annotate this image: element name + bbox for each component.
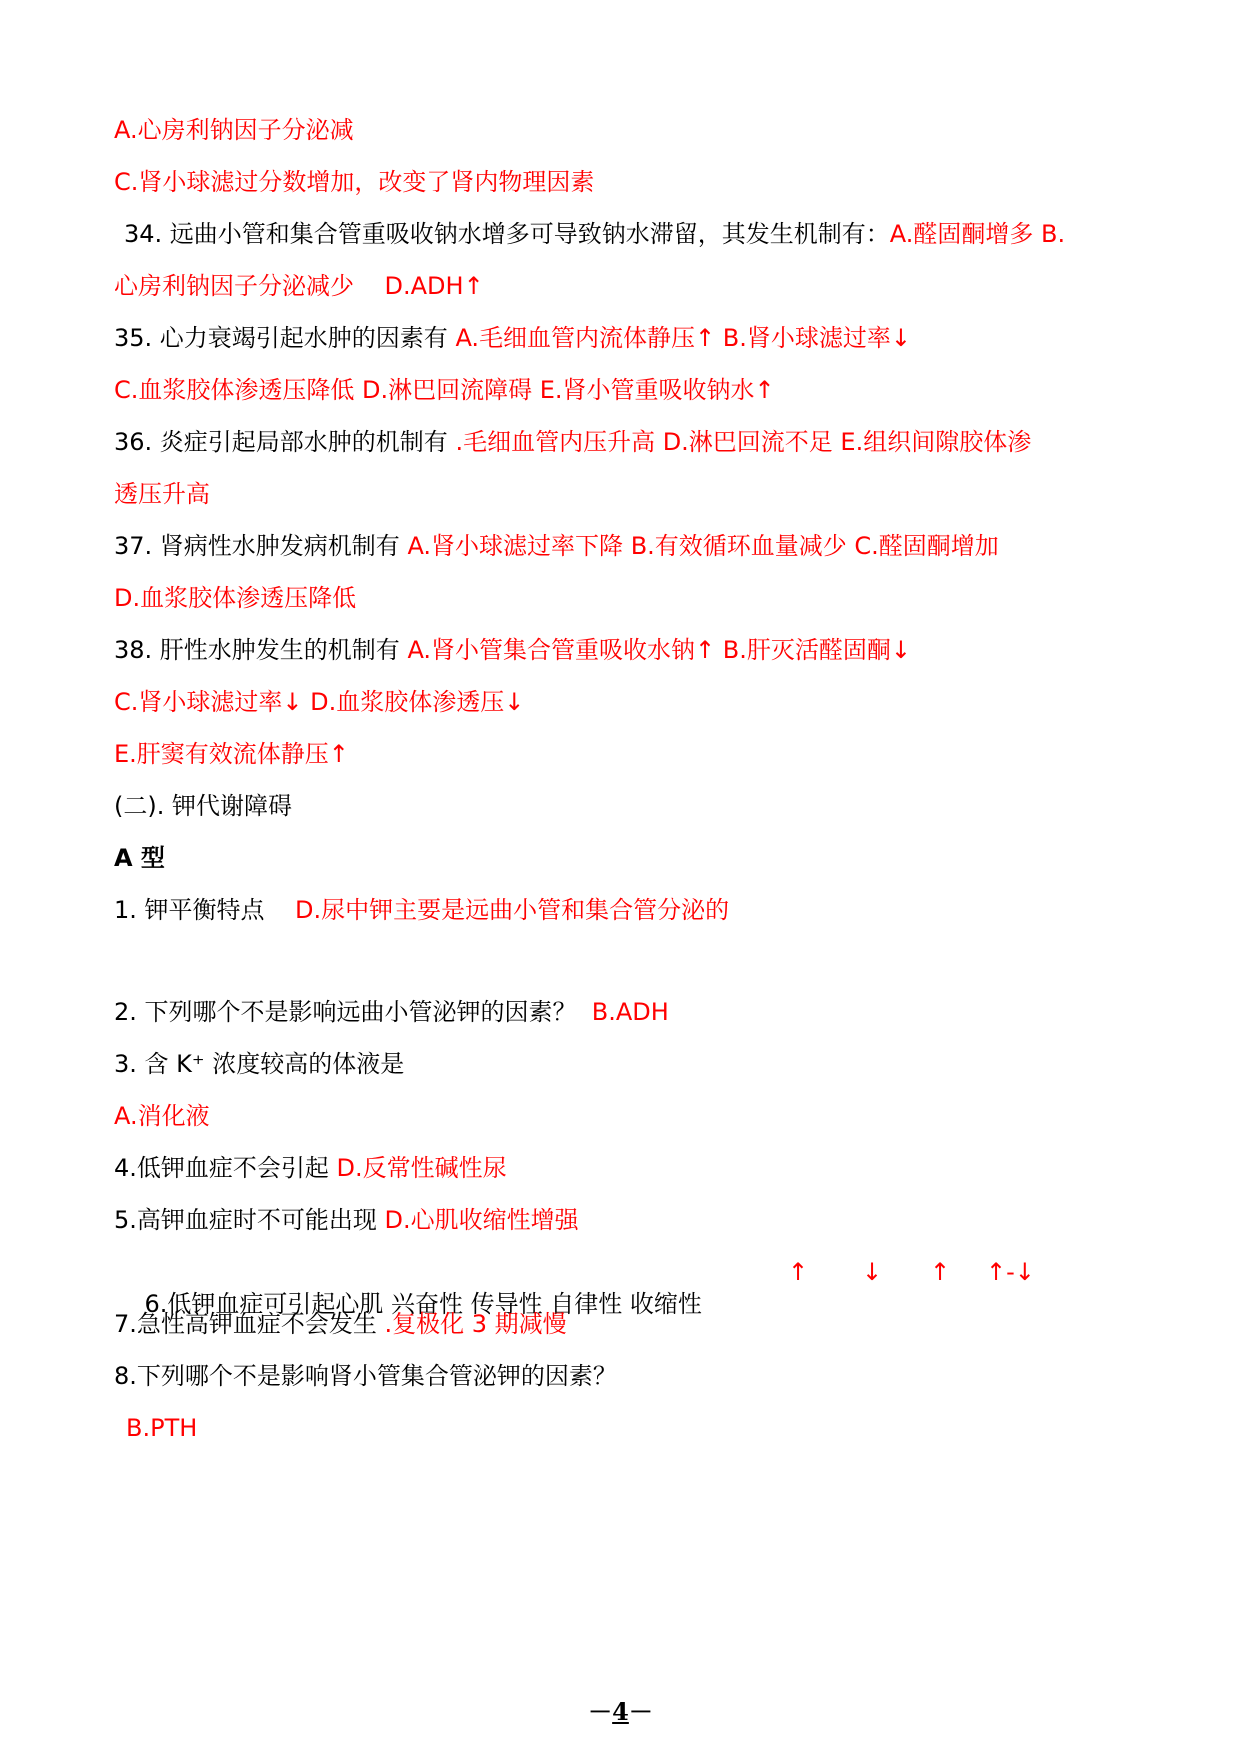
answer-text: A.醛固酮增多 B. [889,220,1066,248]
answer-text: C.血浆胶体渗透压降低 D.淋巴回流障碍 E.肾小管重吸收钠水↑ [114,376,775,404]
answer-line [114,166,594,198]
question-4 [114,1152,507,1184]
subsection-title: A 型 [114,844,165,872]
question-8 [114,1360,617,1392]
question-text: 2. 下列哪个不是影响远曲小管泌钾的因素？ [114,998,592,1026]
question-text: 34. 远曲小管和集合管重吸收钠水增多可导致钠水滞留，其发生机制有： [124,220,890,248]
answer-text: A.毛细血管内流体静压↑ B.肾小球滤过率↓ [455,324,912,352]
question-35 [114,322,911,354]
answer-text: D.心肌收缩性增强 [384,1206,579,1234]
answer-arrow: ↑-↓ [986,1258,1035,1286]
answer-line [126,1412,197,1444]
answer-text: A.肾小管集合管重吸收水钠↑ B.肝灭活醛固酮↓ [407,636,912,664]
question-34 [124,218,1065,250]
answer-text: 透压升高 [114,480,210,508]
answer-line [114,1100,210,1132]
answer-text: C.肾小球滤过分数增加，改变了肾内物理因素 [114,168,595,196]
answer-text: B.ADH [591,998,669,1026]
question-1 [114,894,729,926]
answer-text: A.肾小球滤过率下降 B.有效循环血量减少 C.醛固酮增加 [407,532,999,560]
answer-text: D.尿中钾主要是远曲小管和集合管分泌的 [295,896,730,924]
answer-text: B.PTH [126,1414,198,1442]
answer-arrow: ↑ [788,1258,809,1286]
answer-line [114,738,349,770]
question-text: 36. 炎症引起局部水肿的机制有 [114,428,456,456]
question-text: 4.低钾血症不会引起 [114,1154,337,1182]
question-text: 8.下列哪个不是影响肾小管集合管泌钾的因素？ [114,1362,617,1390]
answer-text: 心房利钠因子分泌减少 D.ADH↑ [114,272,484,300]
answer-arrow: ↑ [930,1258,951,1286]
question-36 [114,426,1031,458]
answer-text: .毛细血管内压升高 D.淋巴回流不足 E.组织间隙胶体渗 [455,428,1032,456]
answer-arrow: ↓ [862,1258,883,1286]
subsection-heading [114,842,165,874]
answer-text: E.肝窦有效流体静压↑ [114,740,349,768]
answer-line [114,270,484,302]
footer-dash-left: － [588,1697,613,1726]
question-7 [114,1308,567,1340]
answer-text: A.消化液 [114,1102,210,1130]
answer-line [114,478,210,510]
question-text: 3. 含 K⁺ 浓度较高的体液是 [114,1050,405,1078]
question-38 [114,634,911,666]
question-text: 37. 肾病性水肿发病机制有 [114,532,408,560]
answer-text: D.血浆胶体渗透压降低 [114,584,357,612]
question-3 [114,1048,404,1080]
answer-line [114,114,354,146]
page-number: 4 [612,1697,629,1726]
section-title: (二). 钾代谢障碍 [114,792,292,820]
answer-text: C.肾小球滤过率↓ D.血浆胶体渗透压↓ [114,688,525,716]
question-2 [114,996,669,1028]
question-text: 38. 肝性水肿发生的机制有 [114,636,408,664]
question-text: 1. 钾平衡特点 [114,896,296,924]
page-footer [0,1692,1241,1727]
question-text: 6.低钾血症可引起心肌 兴奋性 传导性 自律性 收缩性 [144,1290,702,1318]
answer-text: .复极化 3 期减慢 [384,1310,567,1338]
question-text: 7.急性高钾血症不会发生 [114,1310,385,1338]
answer-line [114,582,356,614]
question-5 [114,1204,579,1236]
answer-line [114,686,524,718]
footer-dash-right: － [628,1697,653,1726]
question-37 [114,530,999,562]
question-text: 35. 心力衰竭引起水肿的因素有 [114,324,456,352]
answer-line [114,374,775,406]
answer-text: D.反常性碱性尿 [336,1154,507,1182]
question-text: 5.高钾血症时不可能出现 [114,1206,385,1234]
answer-text: A.心房利钠因子分泌减 [114,116,354,144]
section-heading [114,790,292,822]
